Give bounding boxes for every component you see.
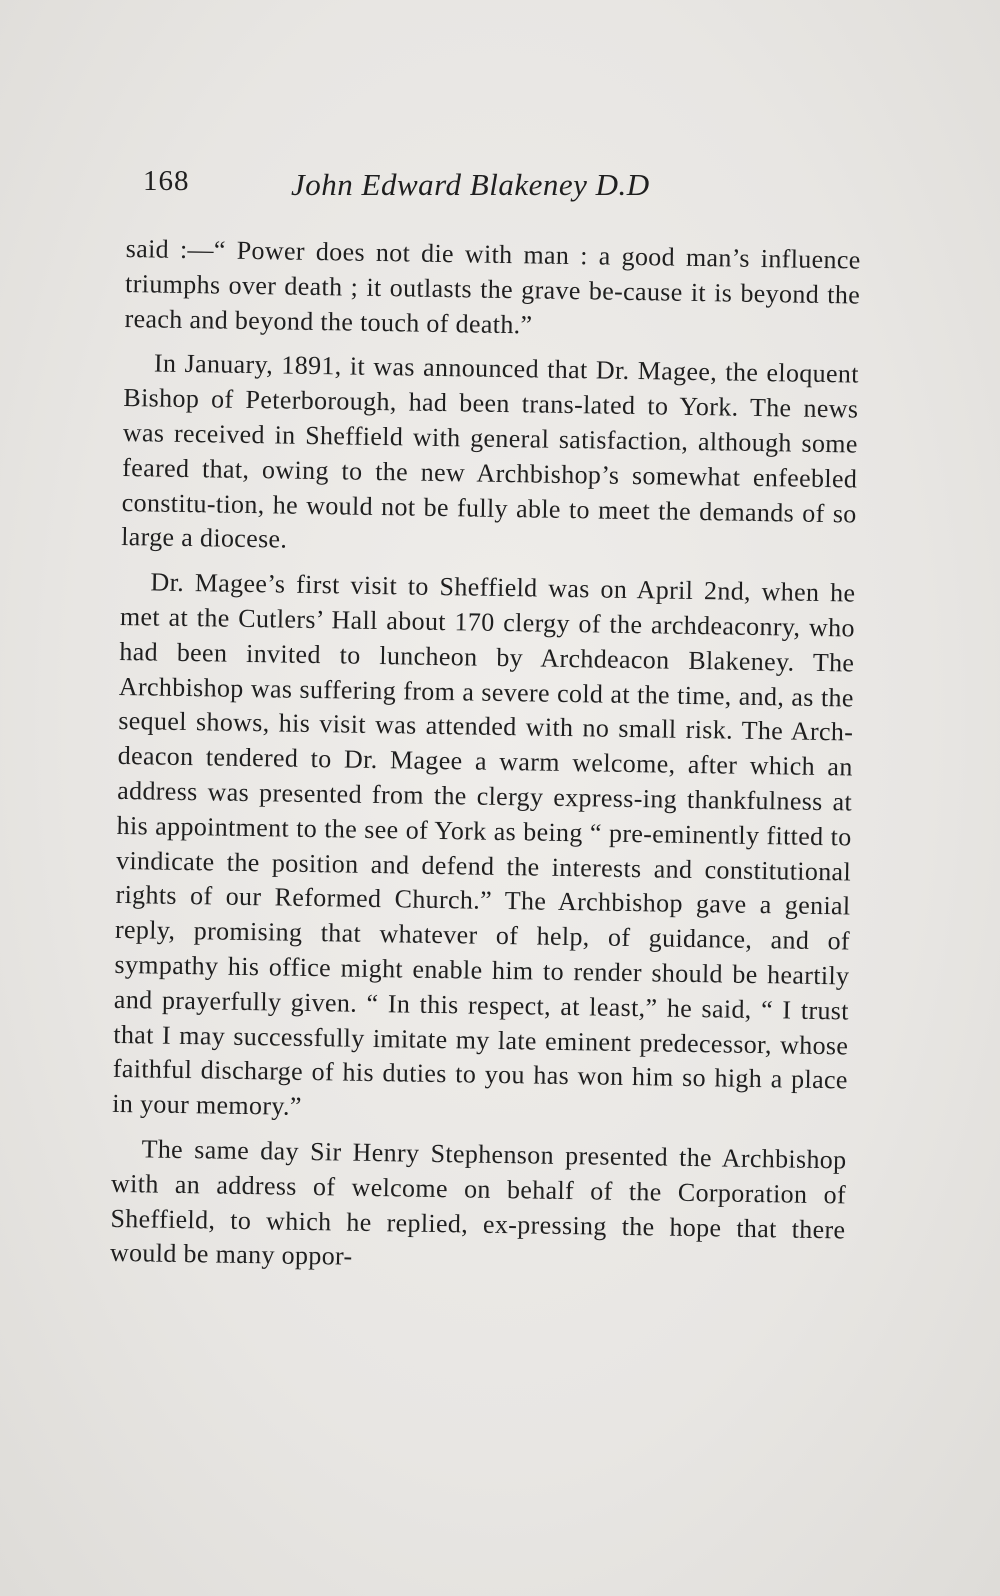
paragraph-corporation-address: The same day Sir Henry Stephenson presented the Archbishop with an address of welcome on behalf of the Corporation of Sheffield, to which he replied, ex-pressing the hope that there would be many oppor- [109, 1134, 847, 1271]
page-number: 168 [143, 165, 190, 197]
paragraph-first-visit: Dr. Magee’s first visit to Sheffield was on April 2nd, when he met at the Cutlers’ Hall about 170 clergy of the archdeaconry, who had been invited to luncheon by Archdeacon Blakeney. The Archbishop was suffering from a severe cold at the time, and, as the sequel shows, his visit was attended with no small risk. The Arch-deacon tendered to Dr. Magee a warm welcome, after which an address was presented from the clergy express-ing thankfulness at his appointment to the see of York as being “ pre-eminently fitted to vindicate the position and defend the interests and constitutional rights of our Reformed Church.” The Archbishop gave a genial reply, promising that whatever of help, of guidance, and of sympathy his office might enable him to render should be heartily and prayerfully given. “ In this respect, at least,” he said, “ I trust that I may successfully imitate my late eminent predecessor, whose faithful discharge of his duties to you has won him so high a place in your memory.” [112, 567, 856, 1121]
body-text [110, 232, 861, 1293]
page-header [143, 165, 763, 215]
running-title: John Edward Blakeney D.D [291, 167, 650, 202]
paragraph-magee-translated: In January, 1891, it was announced that Dr. Magee, the eloquent Bishop of Peterborough, had been trans-lated to York. The news was received in Sheffield with general satisfaction, although some feared that, owing to the new Archbishop’s somewhat enfeebled constitu-tion, he would not be fully able to meet the demands of so large a diocese. [120, 348, 860, 554]
paragraph-continued-quote: said :—“ Power does not die with man : a good man’s influence triumphs over death ; it outlasts the grave be-cause it is beyond the reach and beyond the touch of death.” [124, 233, 861, 339]
